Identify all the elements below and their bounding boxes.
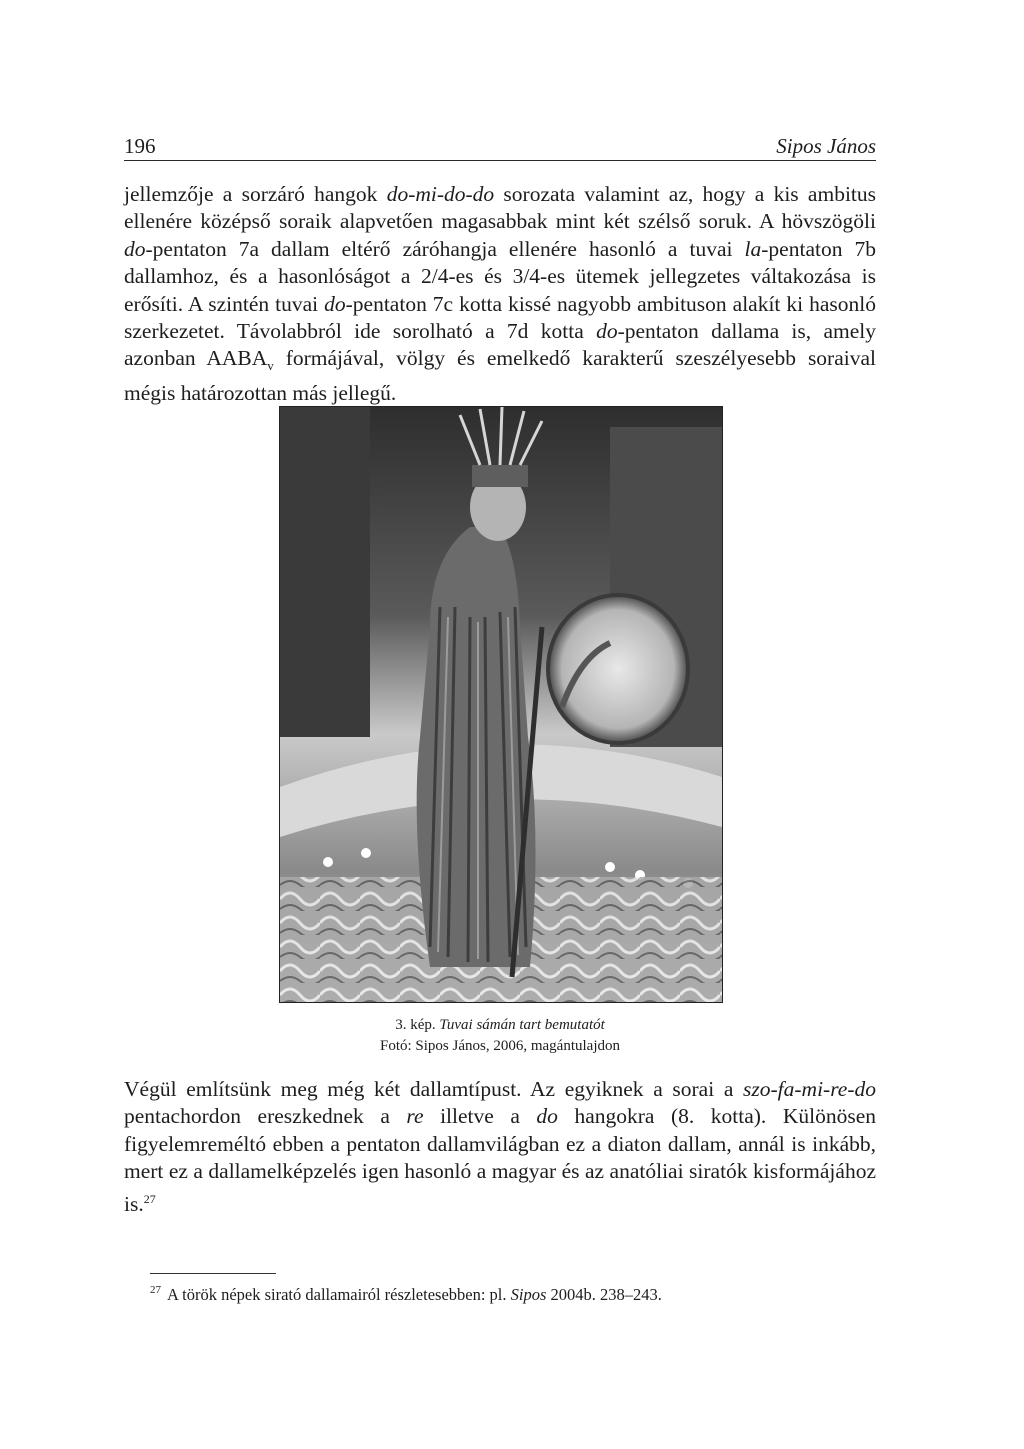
footnote-reference[interactable]: 27 [143, 1191, 156, 1206]
running-head: Sipos János [776, 134, 876, 158]
photo-credit: Fotó: Sipos János, 2006, magántulajdon [380, 1038, 620, 1054]
body-paragraph-2: Végül említsünk meg még két dallamtípust. Az egyiknek a sorai a szo-fa-mi-re-do pentachordon ereszkednek a re illetve a do hangokra (8. kotta). Különösen figyelemreméltó ebben a pentaton dallamvilágban ez a diaton dallam, annál is inkább, mert ez a dallamelképzelés igen hasonló a magyar és az anatóliai siratók kisformájához is.$^{27}$ [124, 1077, 877, 1216]
caption-title-line: 3. kép. Tuvai sámán tart bemutatót [395, 1017, 605, 1033]
body-paragraph-1: jellemzője a sorzáró hangok do-mi-do-do sorozata valamint az, hogy a kis ambitus ellenére középső soraik alapvetően magasabbak mint két szélső soruk. A hövszögöli do-pentaton 7a dallam eltérő záróhangja ellenére hasonló a tuvai la-pentaton 7b dallamhoz, és a hasonlóságot a 2/4-es és 3/4-es ütemek jellegzetes váltakozása is erősíti. A szintén tuvai do-pentaton 7c kotta kissé nagyobb ambituson alakít ki hasonló szerkezetet. Távolabbról ide sorolható a 7d kotta do-pentaton dallama is, amely azonban $AABA_v$ formájával, völgy és emelkedő karakterű szeszélyesebb soraival mégis határozottan más jellegű. [124, 182, 877, 405]
page-number: 196 [124, 134, 156, 158]
photo-caption [124, 1015, 876, 1057]
footnote: $^{27}$ A török népek sirató dallamairól részletesebben: pl. Sipos 2004b. 238–243. [150, 1284, 662, 1304]
photo-image [280, 407, 722, 1002]
footnote-divider [150, 1273, 276, 1274]
footnote-number: 27 [150, 1284, 161, 1296]
shaman-photo [279, 406, 723, 1003]
page-header [124, 130, 876, 161]
